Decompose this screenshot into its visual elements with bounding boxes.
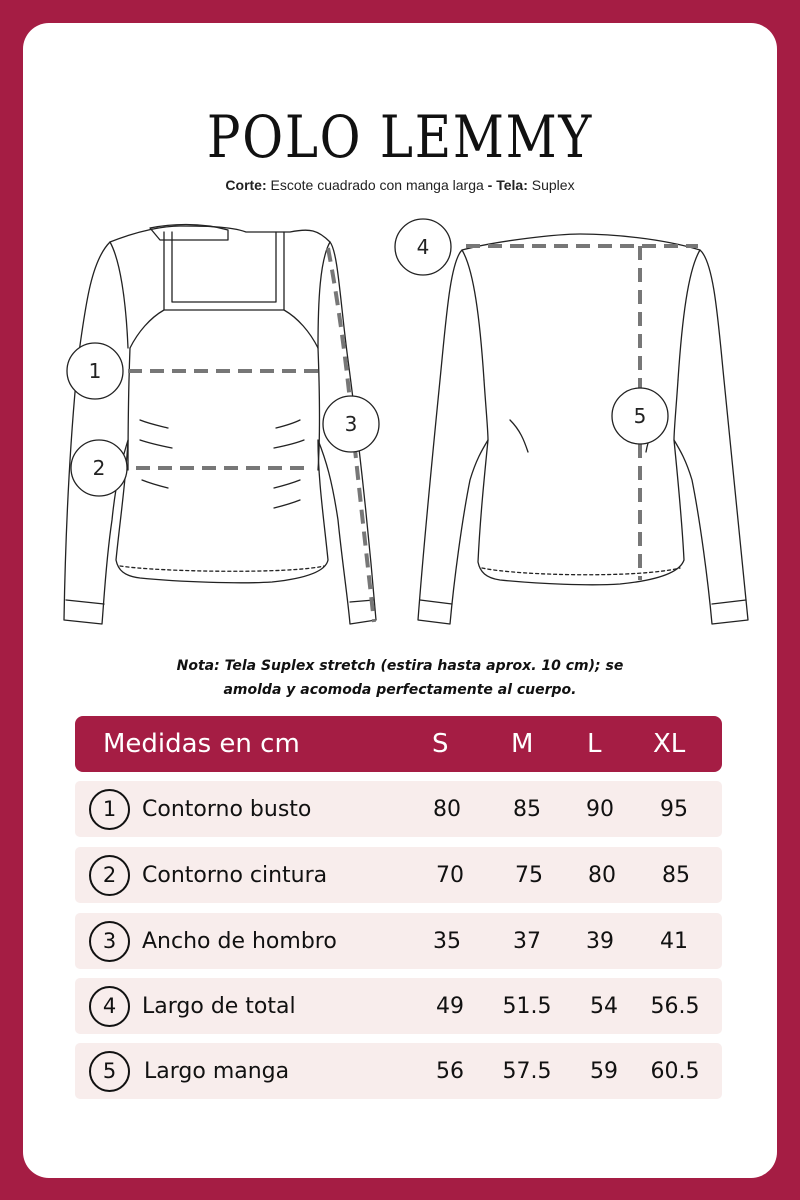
value-m: 57.5 xyxy=(502,1059,552,1084)
row-number: 5 xyxy=(89,1051,130,1092)
corte-label: Corte: xyxy=(225,177,267,193)
marker-4-label: 4 xyxy=(416,235,430,259)
value-l: 90 xyxy=(586,797,614,822)
row-number: 3 xyxy=(89,921,130,962)
product-title: POLO LEMMY xyxy=(206,103,594,171)
row-label: Largo de total xyxy=(142,994,296,1019)
header-size-m: M xyxy=(511,729,534,759)
note-line-1: Nota: Tela Suplex stretch (estira hasta aprox. 10 cm); se xyxy=(176,658,624,674)
marker-5-label: 5 xyxy=(633,404,647,428)
marker-circles xyxy=(67,219,668,496)
separator: - xyxy=(487,177,493,193)
row-label: Ancho de hombro xyxy=(142,929,337,954)
table-row xyxy=(75,978,722,1034)
value-m: 37 xyxy=(513,929,541,954)
header-size-s: S xyxy=(432,729,449,759)
row-label: Contorno busto xyxy=(142,797,312,822)
back-shirt-illustration xyxy=(418,234,748,624)
table-row xyxy=(75,781,722,837)
header-size-xl: XL xyxy=(653,729,686,759)
value-xl: 85 xyxy=(662,863,690,888)
value-s: 70 xyxy=(436,863,464,888)
value-s: 35 xyxy=(433,929,461,954)
tela-value: Suplex xyxy=(531,177,575,193)
fabric-note xyxy=(140,654,660,702)
header-size-l: L xyxy=(587,729,602,759)
table-header xyxy=(75,716,722,772)
value-s: 56 xyxy=(436,1059,464,1084)
row-label: Contorno cintura xyxy=(142,863,328,888)
corte-value: Escote cuadrado con manga larga xyxy=(270,177,484,193)
row-number: 1 xyxy=(89,789,130,830)
header-label: Medidas en cm xyxy=(103,729,300,759)
value-s: 80 xyxy=(433,797,461,822)
row-number: 4 xyxy=(89,986,130,1027)
value-xl: 60.5 xyxy=(650,1059,700,1084)
marker-1-label: 1 xyxy=(88,359,102,383)
row-label: Largo manga xyxy=(144,1059,290,1084)
table-row xyxy=(75,1043,722,1099)
value-xl: 95 xyxy=(660,797,688,822)
row-number: 2 xyxy=(89,855,130,896)
marker-2-label: 2 xyxy=(92,456,106,480)
value-l: 80 xyxy=(588,863,616,888)
value-l: 59 xyxy=(590,1059,618,1084)
tela-label: Tela: xyxy=(496,177,528,193)
value-m: 85 xyxy=(513,797,541,822)
table-row xyxy=(75,847,722,903)
table-row xyxy=(75,913,722,969)
value-xl: 56.5 xyxy=(650,994,700,1019)
marker-3-label: 3 xyxy=(344,412,358,436)
value-m: 51.5 xyxy=(502,994,552,1019)
note-line-2: amolda y acomoda perfectamente al cuerpo. xyxy=(223,682,577,698)
value-xl: 41 xyxy=(660,929,688,954)
value-l: 39 xyxy=(586,929,614,954)
value-m: 75 xyxy=(515,863,543,888)
value-s: 49 xyxy=(436,994,464,1019)
value-l: 54 xyxy=(590,994,618,1019)
